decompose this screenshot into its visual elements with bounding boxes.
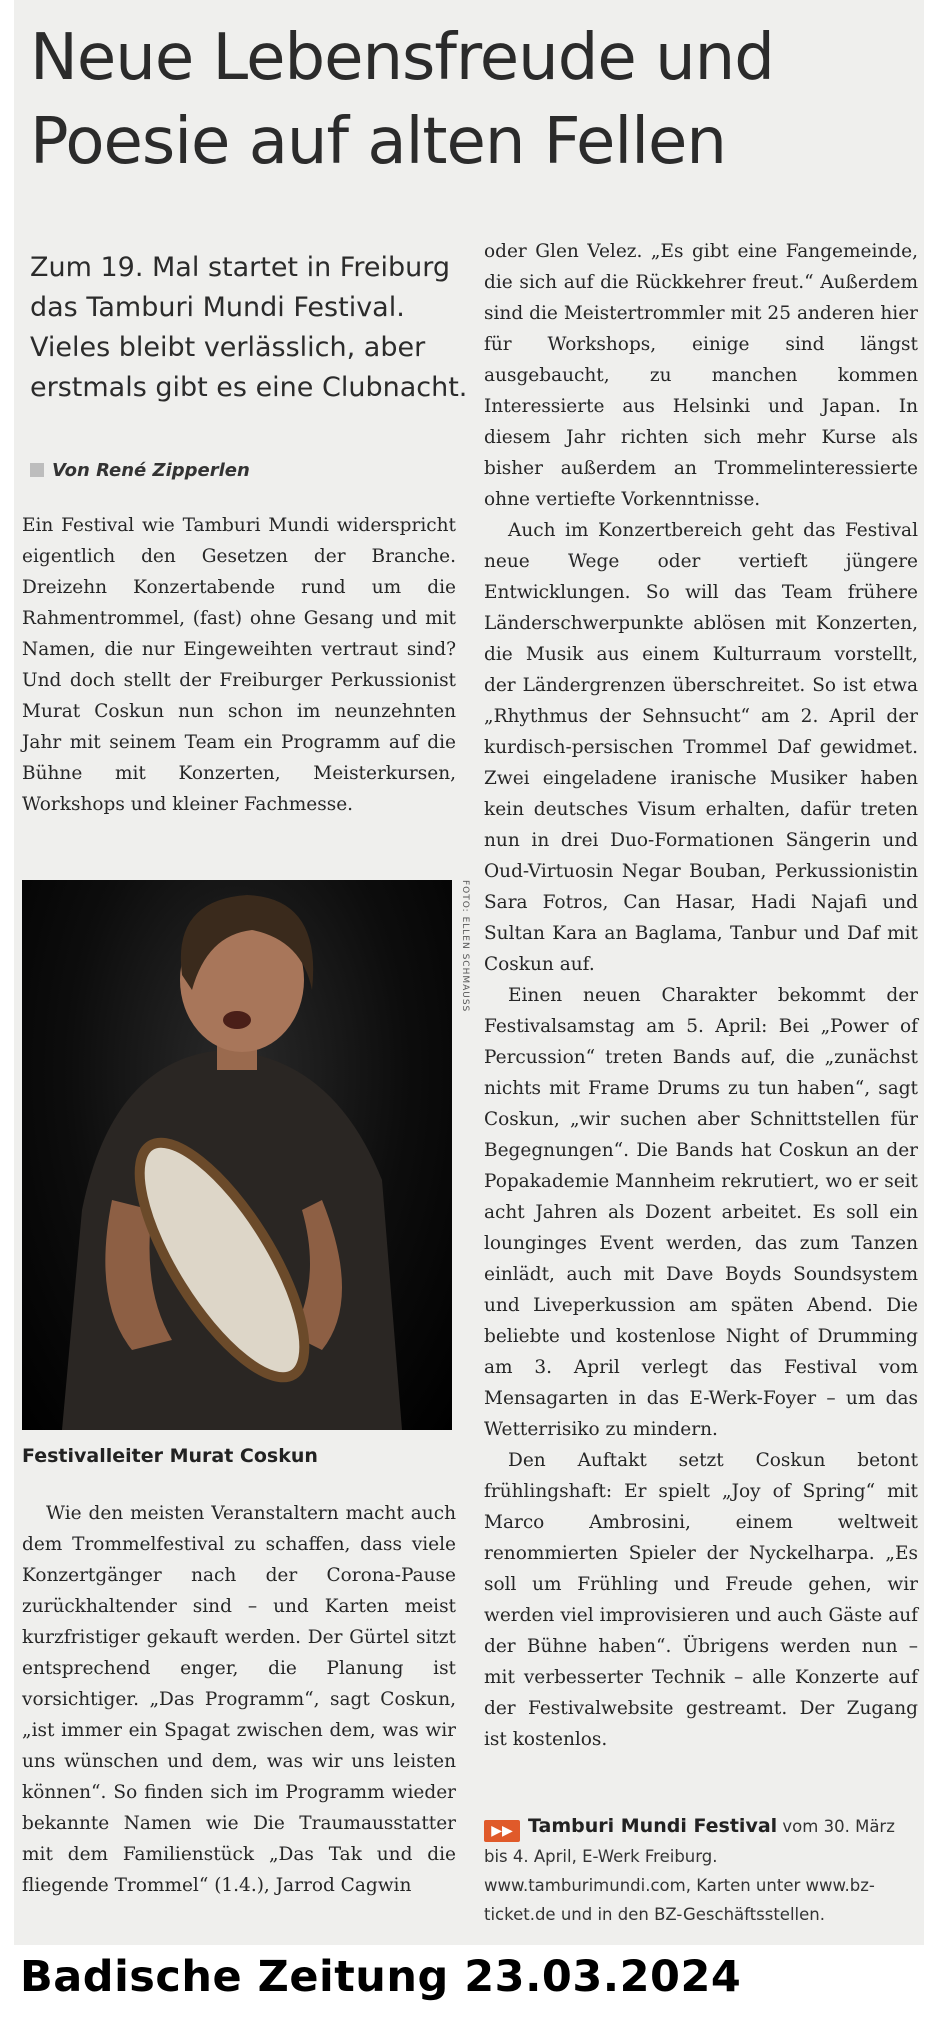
- info-box: [484, 1812, 904, 1929]
- left-column-intro: [22, 510, 456, 820]
- paragraph-right-2: Auch im Konzertbereich geht das Festival neue Wege oder vertieft jüngere Entwicklungen. So will das Team frühere Länderschwerpunkte ablösen mit Konzerten, die Musik aus einem Kulturraum vorstellt, der Ländergrenzen überschreitet. So ist etwa „Rhythmus der Sehnsucht“ am 2. April der kurdisch-persischen Trommel Daf gewidmet. Zwei eingeladene iranische Musiker haben kein deutsches Visum erhalten, dafür treten nun in drei Duo-Formationen Sängerin und Oud-Virtuosin Negar Bouban, Perkussionistin Sara Fotros, Can Hasar, Hadi Najafi und Sultan Kara an Baglama, Tanbur und Daf mit Coskun auf.: [484, 520, 918, 975]
- byline: [30, 460, 450, 481]
- byline-text: Von René Zipperlen: [52, 460, 250, 481]
- photo-caption: Festivalleiter Murat Coskun: [22, 1445, 318, 1467]
- info-box-title: Tamburi Mundi Festival: [528, 1815, 778, 1837]
- source-line: Badische Zeitung 23.03.2024: [20, 1952, 742, 2002]
- paragraph-intro: Ein Festival wie Tamburi Mundi widerspricht eigentlich den Gesetzen der Branche. Dreizehn Konzertabende rund um die Rahmentrommel, (fast) ohne Gesang und mit Namen, die nur Eingeweihten vertraut sind? Und doch stellt der Freiburger Perkussionist Murat Coskun nun schon im neunzehnten Jahr mit seinem Team ein Programm auf die Bühne mit Konzerten, Meisterkursen, Workshops und kleiner Fachmesse.: [22, 515, 456, 815]
- double-arrow-icon: ▶▶: [484, 1820, 520, 1842]
- headline: Neue Lebensfreude und Poesie auf alten Fellen: [30, 21, 774, 179]
- right-column: [484, 236, 918, 1755]
- photo-credit: FOTO: ELLEN SCHMAUSS: [460, 880, 470, 1013]
- paragraph-corona: Wie den meisten Veranstaltern macht auch dem Trommelfestival zu schaffen, dass viele Konzertgänger nach der Corona-Pause zurückhaltender sind – und Karten meist kurzfristiger gekauft werden. Der Gürtel sitzt entsprechend enger, die Planung ist vorsichtiger. „Das Programm“, sagt Coskun, „ist immer ein Spagat zwischen dem, was wir uns wünschen und dem, was wir uns leisten können“. So finden sich im Programm wieder bekannte Namen wie Die Traumausstatter mit dem Familienstück „Das Tak und die fliegende Trommel“ (1.4.), Jarrod Cagwin: [22, 1503, 456, 1896]
- photo-illustration: [22, 880, 452, 1430]
- info-box-text: vom 30. März bis 4. April, E-Werk Freiburg. www.tamburimundi.com, Karten unter www.bz-ticket.de und in den BZ-Geschäftsstellen.: [484, 1817, 895, 1924]
- left-column-continued: [22, 1498, 456, 1901]
- paragraph-right-1: oder Glen Velez. „Es gibt eine Fangemeinde, die sich auf die Rückkehrer freut.“ Außerdem sind die Meistertrommler mit 25 anderen hier für Workshops, einige sind längst ausgebaucht, zu manchen kommen Interessierte aus Helsinki und Japan. In diesem Jahr richten sich mehr Kurse als bisher außerdem an Trommelinteressierte ohne vertiefte Vorkenntnisse.: [484, 241, 918, 510]
- paragraph-right-4: Den Auftakt setzt Coskun betont frühlingshaft: Er spielt „Joy of Spring“ mit Marco Ambrosini, einem weltweit renommierten Spieler der Nyckelharpa. „Es soll um Frühling und Freude gehen, wir werden viel improvisieren und auch Gäste auf der Bühne haben“. Übrigens werden nun – mit verbesserter Technik – alle Konzerte auf der Festivalwebsite gestreamt. Der Zugang ist kostenlos.: [484, 1450, 918, 1750]
- article-photo: [22, 880, 452, 1430]
- paragraph-right-3: Einen neuen Charakter bekommt der Festivalsamstag am 5. April: Bei „Power of Percussion“ treten Bands auf, die „zunächst nichts mit Frame Drums zu tun haben“, sagt Coskun, „wir suchen aber Schnittstellen für Begegnungen“. Die Bands hat Coskun an der Popakademie Mannheim rekrutiert, wo er seit acht Jahren als Dozent arbeitet. Es soll ein lounginges Event werden, das zum Tanzen einlädt, auch mit Dave Boyds Soundsystem und Liveperkussion am späten Abend. Die beliebte und kostenlose Night of Drumming am 3. April verlegt das Festival vom Mensagarten in das E-Werk-Foyer – um das Wetterrisiko zu mindern.: [484, 985, 918, 1440]
- article-deck: Zum 19. Mal startet in Freiburg das Tamburi Mundi Festival. Vieles bleibt verlässlich, aber erstmals gibt es eine Clubnacht.: [30, 252, 468, 403]
- byline-marker: [30, 463, 44, 477]
